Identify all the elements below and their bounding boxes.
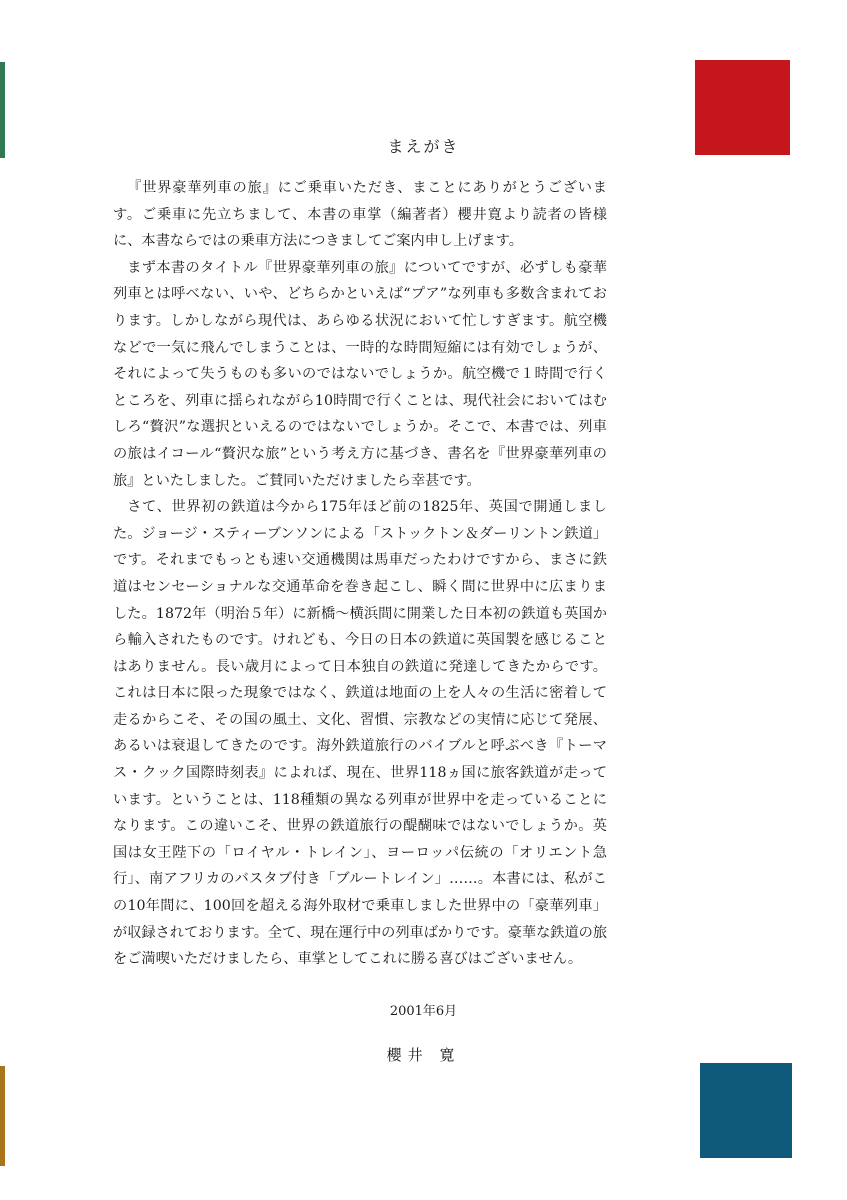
- date: 2001年6月: [389, 1004, 458, 1019]
- author-name: 櫻井 寛: [386, 1046, 461, 1064]
- paragraph-2: まず本書のタイトル『世界豪華列車の旅』についてですが、必ずしも豪華列車とは呼べない、いや、どちらかといえば“プア”な列車も多数含まれております。しかしながら現代は、あらゆる状況において忙しすぎます。航空機などで一気に飛んでしまうことは、一時的な時間短縮には有効でしょうが、それによって失うものも多いのではないでしょうか。航空機で１時間で行くところを、列車に揺られながら10時間で行くことは、現代社会においてはむしろ“贅沢”な選択といえるのではないでしょうか。そこで、本書では、列車の旅はイコール“贅沢な旅”という考え方に基づき、書名を『世界豪華列車の旅』といたしました。ご賛同いただけましたら幸甚です。: [113, 259, 607, 489]
- preface-body: [113, 175, 607, 973]
- blue-corner-square: [700, 1063, 792, 1158]
- page-title: まえがき: [387, 137, 460, 156]
- left-edge-color-mark-brown: [0, 1066, 5, 1166]
- paragraph-3: さて、世界初の鉄道は今から175年ほど前の1825年、英国で開通しました。ジョージ・スティーブンソンによる「ストックトン＆ダーリントン鉄道」です。それまでもっとも速い交通機関は馬車だったわけですから、まさに鉄道はセンセーショナルな交通革命を巻き起こし、瞬く間に世界中に広まりました。1872年（明治５年）に新橋～横浜間に開業した日本初の鉄道も英国から輸入されたものです。けれども、今日の日本の鉄道に英国製を感じることはありません。長い歳月によって日本独自の鉄道に発達してきたからです。これは日本に限った現象ではなく、鉄道は地面の上を人々の生活に密着して走るからこそ、その国の風土、文化、習慣、宗教などの実情に応じて発展、あるいは衰退してきたのです。海外鉄道旅行のバイブルと呼ぶべき『トーマス・クック国際時刻表』によれば、現在、世界118ヵ国に旅客鉄道が走っています。ということは、118種類の異なる列車が世界中を走っていることになります。この違いこそ、世界の鉄道旅行の醍醐味ではないでしょうか。英国は女王陛下の「ロイヤル・トレイン」、ヨーロッパ伝統の「オリエント急行」、南アフリカのバスタブ付き「ブルートレイン」……。本書には、私がこの10年間に、100回を超える海外取材で乗車しました世界中の「豪華列車」が収録されております。全て、現在運行中の列車ばかりです。豪華な鉄道の旅をご満喫いただけましたら、車掌としてこれに勝る喜びはございません。: [113, 499, 608, 968]
- paragraph-1: 『世界豪華列車の旅』にご乗車いただき、まことにありがとうございます。ご乗車に先立ちまして、本書の車掌（編著者）櫻井寛より読者の皆様に、本書ならではの乗車方法につきましてご案内申し上げます。: [113, 180, 607, 250]
